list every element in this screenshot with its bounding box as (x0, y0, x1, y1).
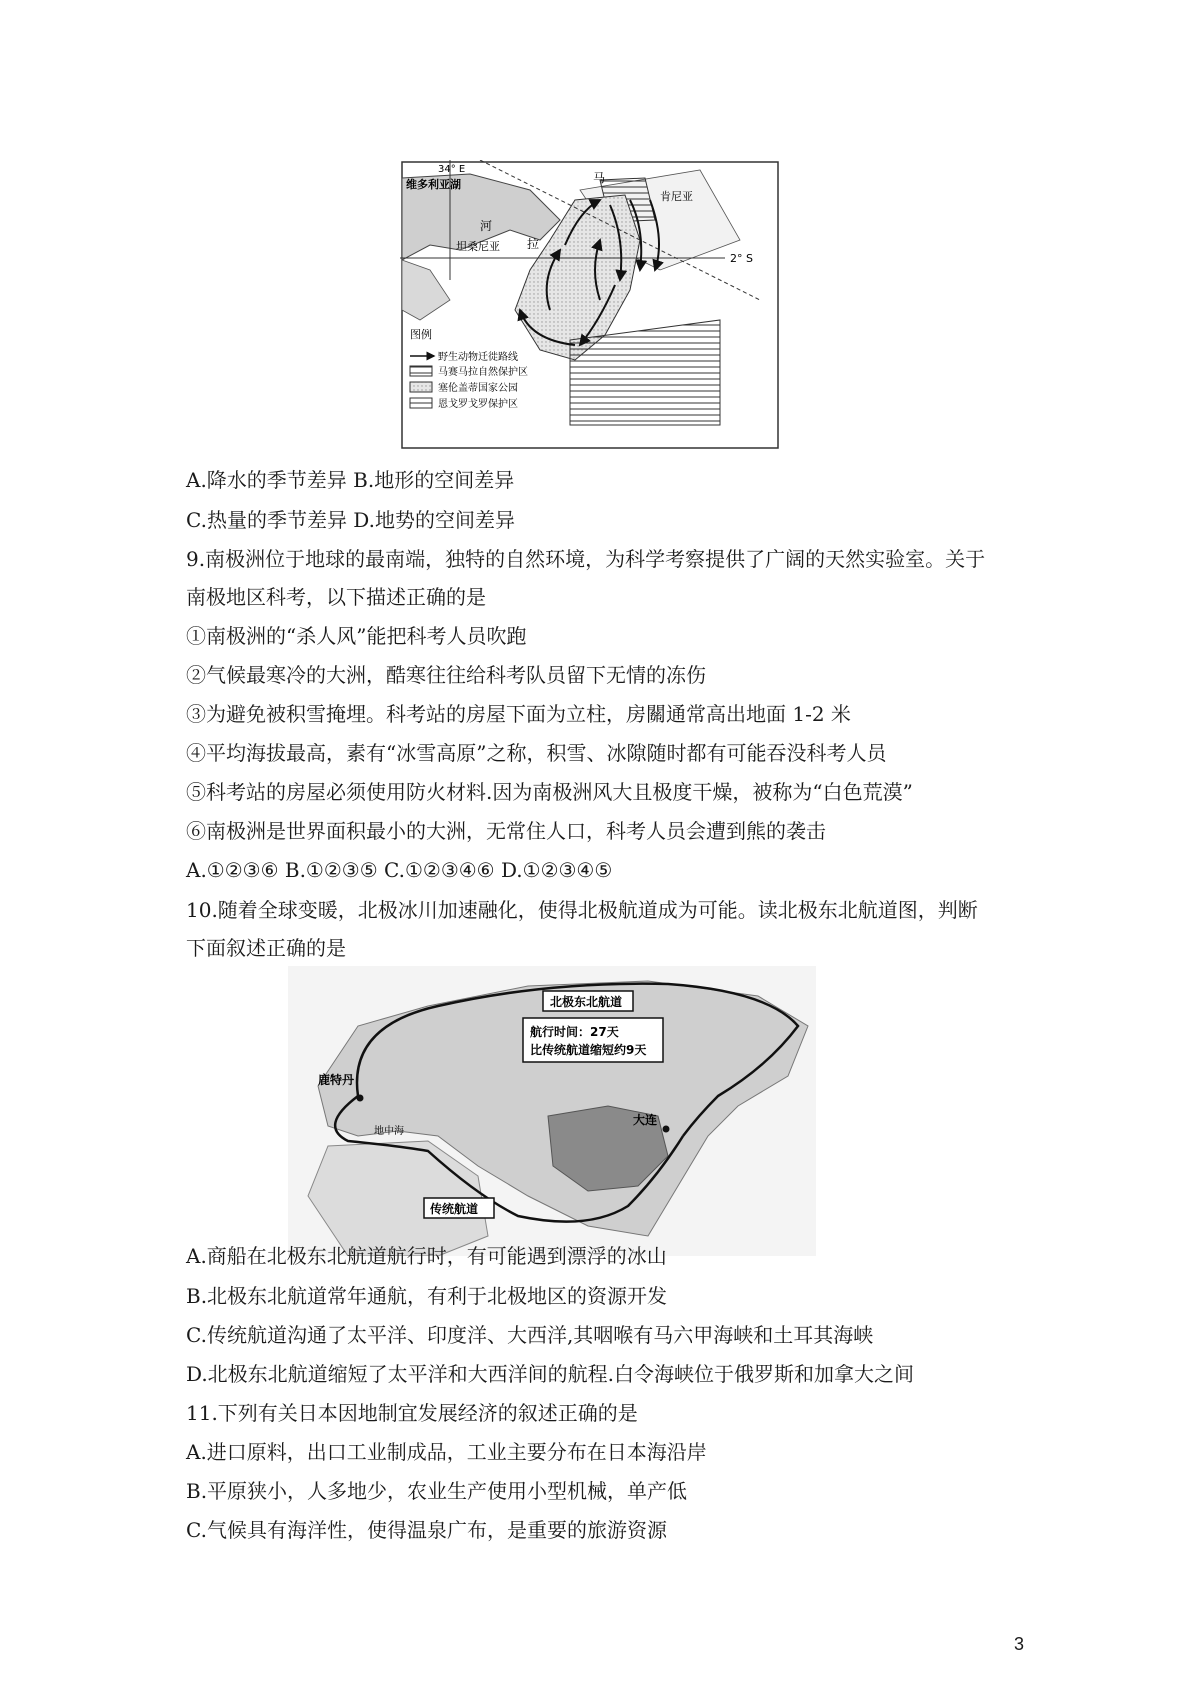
q10-stem-1: 10.随着全球变暖，北极冰川加速融化，使得北极航道成为可能。读北极东北航道图，判断 (186, 898, 978, 922)
legend-item-ngorongoro: 恩戈罗戈罗保护区 (438, 399, 518, 410)
longitude-label: 34° E (438, 164, 466, 175)
rotterdam-label: 鹿特丹 (318, 1073, 355, 1087)
q9-item-2: ②气候最寒冷的大洲，酷寒往往给科考队员留下无情的冻伤 (186, 663, 706, 687)
legend-item-masai-mara: 马赛马拉自然保护区 (438, 367, 528, 378)
q9-item-3: ③为避免被积雪掩埋。科考站的房屋下面为立柱，房關通常高出地面 1-2 米 (186, 702, 851, 726)
q10-option-c: C.传统航道沟通了太平洋、印度洋、大西洋,其咽喉有马六甲海峡和土耳其海峡 (186, 1323, 874, 1347)
q9-item-5: ⑤科考站的房屋必须使用防火材料.因为南极洲风大且极度干燥，被称为“白色荒漠” (186, 780, 913, 804)
q11-stem: 11.下列有关日本因地制宜发展经济的叙述正确的是 (186, 1401, 638, 1425)
tanzania-label: 坦桑尼亚 (456, 240, 500, 253)
q9-stem-2: 南极地区科考，以下描述正确的是 (186, 585, 486, 609)
info-line-1: 航行时间：27天 (530, 1025, 619, 1039)
q8-option-line-2: C.热量的季节差异 D.地势的空间差异 (186, 508, 515, 532)
q10-option-b: B.北极东北航道常年通航，有利于北极地区的资源开发 (186, 1284, 668, 1308)
river-label-1: 河 (480, 219, 493, 233)
river-label-2: 拉 (527, 237, 540, 251)
latitude-label: 2° S (730, 252, 753, 265)
q11-option-a: A.进口原料，出口工业制成品，工业主要分布在日本海沿岸 (186, 1440, 707, 1464)
rotterdam-dot (357, 1095, 364, 1102)
q10-option-a: A.商船在北极东北航道航行时，有可能遇到漂浮的冰山 (186, 1244, 667, 1268)
arctic-route-map (288, 966, 816, 1256)
q10-option-d: D.北极东北航道缩短了太平洋和大西洋间的航程.白令海峡位于俄罗斯和加拿大之间 (186, 1362, 915, 1386)
q9-options: A.①②③⑥ B.①②③⑤ C.①②③④⑥ D.①②③④⑤ (186, 858, 613, 882)
legend-item-serengeti: 塞伦盖蒂国家公园 (438, 383, 518, 394)
q9-item-6: ⑥南极洲是世界面积最小的大洲，无常住人口，科考人员会遭到熊的袭击 (186, 819, 826, 843)
legend-title: 图例 (410, 328, 432, 341)
traditional-route-label: 传统航道 (430, 1202, 479, 1216)
q9-stem-1: 9.南极洲位于地球的最南端，独特的自然环境，为科学考察提供了广阔的天然实验室。关于 (186, 547, 986, 571)
route-label: 北极东北航道 (550, 995, 623, 1009)
q9-item-1: ①南极洲的“杀人风”能把科考人员吹跑 (186, 624, 527, 648)
mediterranean-label: 地中海 (374, 1126, 404, 1137)
legend-item-migration: 野生动物迁徙路线 (438, 352, 518, 363)
ma-label: 马 (593, 171, 606, 185)
dalian-dot (663, 1126, 670, 1133)
page-number: 3 (1014, 1634, 1025, 1654)
serengeti-migration-map (400, 160, 780, 450)
info-line-2: 比传统航道缩短约9天 (530, 1043, 647, 1057)
q11-option-b: B.平原狭小，人多地少，农业生产使用小型机械，单产低 (186, 1479, 688, 1503)
q9-item-4: ④平均海拔最高，素有“冰雪高原”之称，积雪、冰隙随时都有可能吞没科考人员 (186, 741, 887, 765)
q8-option-line-1: A.降水的季节差异 B.地形的空间差异 (186, 468, 515, 492)
lake-label: 维多利亚湖 (406, 178, 461, 191)
q10-stem-2: 下面叙述正确的是 (186, 936, 346, 960)
q11-option-c: C.气候具有海洋性，使得温泉广布，是重要的旅游资源 (186, 1518, 667, 1542)
kenya-label: 肯尼亚 (660, 190, 693, 203)
dalian-label: 大连 (633, 1113, 658, 1127)
